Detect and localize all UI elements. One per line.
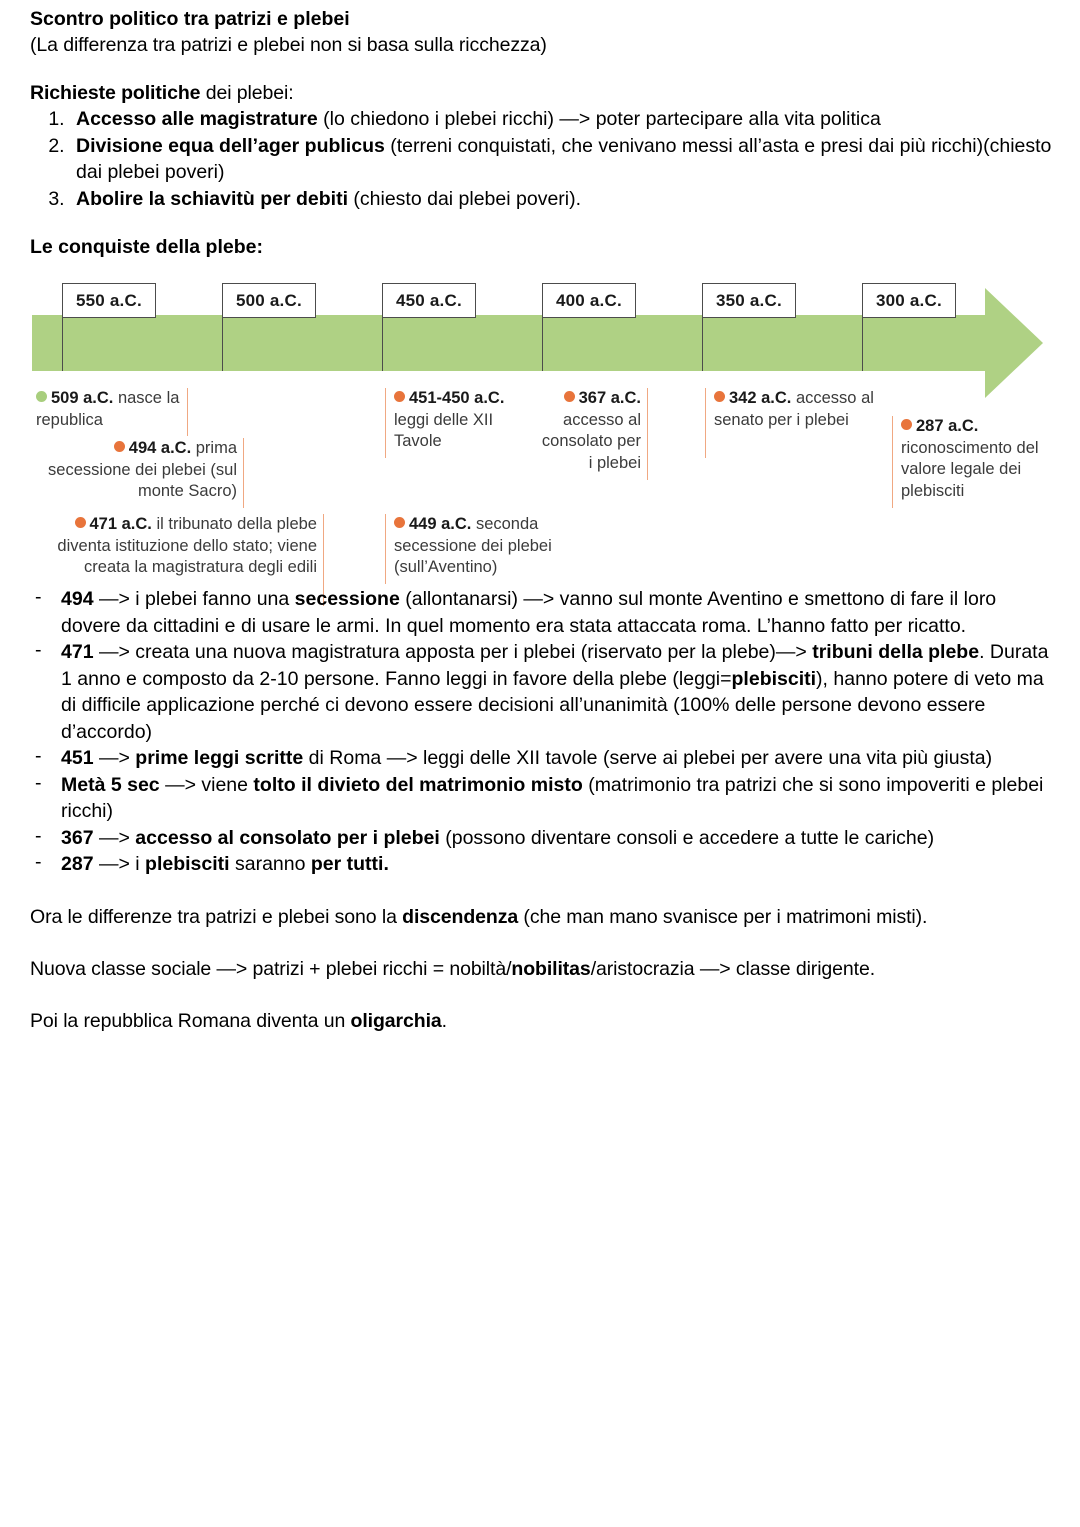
timeline-event-year: 471 a.C. [89, 515, 152, 533]
closing-paragraph [30, 956, 1052, 982]
orange-bullet-icon [114, 441, 125, 452]
page-subtitle: (La differenza tra patrizi e plebei non si basa sulla ricchezza) [30, 34, 547, 56]
note-item-text-seg-2: di Roma —> leggi delle XII tavole (serve ai plebei per avere una vita più giusta) [303, 747, 993, 769]
orange-bullet-icon [75, 517, 86, 528]
timeline-event-year: 342 a.C. [729, 389, 792, 407]
note-item-text-seg-1: tolto il divieto del matrimonio misto [253, 773, 583, 796]
request-item-rest: (lo chiedono i plebei ricchi) —> poter partecipare alla vita politica [317, 108, 881, 130]
note-item-text-seg-1: tribuni della plebe [812, 641, 980, 663]
note-item [30, 825, 1052, 852]
note-item [30, 772, 1052, 825]
timeline-date-label: 300 a.C. [862, 283, 956, 318]
note-item-text-seg-2: (allontanarsi) —> vanno sul monte Aventino e smettono di fare il loro dovere da cittadini e di usare le armi. In quel momento era stata attaccata roma. L’hanno fatto per ricatto. [61, 588, 997, 637]
timeline-event [385, 514, 585, 584]
closing-paragraph-0-seg-0: Ora le differenze tra patrizi e plebei sono la [30, 905, 403, 928]
orange-bullet-icon [394, 391, 405, 402]
note-item-text-seg-1: prime leggi scritte [135, 747, 304, 769]
request-item-rest: (terreni conquistati, che venivano messi all’asta e presi dai più ricchi)(chiesto dai plebei poveri) [76, 134, 1052, 183]
timeline [30, 266, 1052, 586]
request-item-bold: Accesso alle magistrature [76, 108, 318, 130]
note-item [30, 745, 1052, 772]
closing-paragraph-1-seg-2: /aristocrazia —> classe dirigente. [590, 957, 876, 980]
green-bullet-icon [36, 391, 47, 402]
note-item-year: 471 [61, 641, 94, 663]
closing-paragraph-2-seg-1: oligarchia [350, 1009, 442, 1032]
timeline-arrowhead-icon [985, 288, 1043, 398]
request-item [70, 106, 1052, 133]
timeline-event-desc: nasce la republica [36, 389, 180, 429]
timeline-bar [32, 315, 987, 371]
timeline-event-year: 449 a.C. [409, 515, 472, 533]
note-item-year: 494 [61, 588, 94, 610]
note-item-text-seg-4: ), hanno potere di veto ma di difficile applicazione perché ci devono essere decisioni all’unanimità (100% delle persone devono essere d’accordo) [61, 667, 1044, 743]
spacer [30, 212, 1052, 234]
document-body [30, 6, 1052, 1034]
dash-bullet-icon: - [35, 745, 42, 767]
request-item [70, 186, 1052, 213]
requests-list [30, 106, 1052, 212]
timeline-event [36, 388, 188, 436]
timeline-event-desc: accesso al senato per i plebei [714, 389, 874, 429]
notes-list [30, 586, 1052, 878]
timeline-event-desc: accesso al consolato per i plebei [541, 410, 641, 472]
note-item [30, 639, 1052, 745]
note-item-text-seg-2: saranno [229, 853, 311, 875]
note-item-text-seg-1: accesso al consolato per i plebei [135, 826, 440, 849]
spacer [30, 878, 1052, 904]
closing-paragraphs [30, 904, 1052, 1034]
timeline-event-year: 451-450 a.C. [409, 389, 505, 407]
request-item-bold: Divisione equa dell’ager publicus [76, 134, 385, 157]
requests-intro [30, 80, 1052, 106]
request-item-bold: Abolire la schiavitù per debiti [76, 187, 348, 210]
timeline-event-desc: il tribunato della plebe diventa istituzione dello stato; viene creata la magistratura degli edili [57, 515, 317, 576]
orange-bullet-icon [564, 391, 575, 402]
timeline-event [385, 388, 535, 458]
spacer [30, 58, 1052, 80]
note-item [30, 586, 1052, 639]
timeline-date-label: 500 a.C. [222, 283, 316, 318]
orange-bullet-icon [714, 391, 725, 402]
note-item-text-seg-1: secessione [294, 588, 400, 610]
spacer [30, 930, 1052, 956]
note-item-text-seg-0: —> creata una nuova magistratura apposta per i plebei (riservato per la plebe)—> [93, 641, 813, 663]
timeline-event-desc: riconoscimento del valore legale dei plebisciti [901, 438, 1039, 500]
note-item-year: 451 [61, 747, 94, 769]
timeline-event [892, 416, 1062, 508]
note-item-text-seg-3: per tutti. [310, 853, 389, 875]
timeline-event-desc: prima secessione dei plebei (sul monte Sacro) [48, 439, 237, 500]
note-item-text-seg-3: plebisciti [731, 667, 817, 690]
note-item-text-seg-0: —> i plebei fanno una [93, 588, 295, 610]
timeline-date-label: 550 a.C. [62, 283, 156, 318]
dash-bullet-icon: - [35, 639, 42, 661]
dash-bullet-icon: - [35, 851, 42, 873]
closing-paragraph-1-seg-0: Nuova classe sociale —> patrizi + plebei ricchi = nobiltà/ [30, 957, 512, 980]
note-item [30, 851, 1052, 878]
closing-paragraph-1-seg-1: nobilitas [511, 957, 591, 980]
timeline-heading: Le conquiste della plebe: [30, 236, 263, 258]
request-item [70, 133, 1052, 186]
note-item-year: Metà 5 sec [61, 773, 160, 796]
closing-paragraph-0-seg-1: discendenza [402, 905, 519, 928]
timeline-event-year: 494 a.C. [128, 439, 192, 457]
note-item-year: 367 [61, 826, 94, 849]
closing-paragraph [30, 904, 1052, 930]
orange-bullet-icon [394, 517, 405, 528]
note-item-text-seg-2: . Durata 1 anno e composto da 2-10 persone. Fanno leggi in favore della plebe (leggi= [61, 641, 1049, 690]
timeline-date-label: 400 a.C. [542, 283, 636, 318]
orange-bullet-icon [901, 419, 912, 430]
closing-paragraph-2-seg-0: Poi la repubblica Romana diventa un [30, 1009, 351, 1032]
dash-bullet-icon: - [35, 771, 42, 794]
timeline-event [705, 388, 885, 458]
timeline-event-year: 509 a.C. [51, 389, 114, 407]
note-item-text-seg-0: —> [93, 826, 136, 849]
note-item-text-seg-0: —> [93, 747, 136, 769]
closing-paragraph [30, 1008, 1052, 1034]
note-item-text-seg-2: (matrimonio tra patrizi che si sono impoveriti e plebei ricchi) [61, 773, 1044, 822]
note-item-text-seg-2: (possono diventare consoli e accedere a tutte le cariche) [439, 826, 935, 849]
timeline-date-label: 350 a.C. [702, 283, 796, 318]
note-item-year: 287 [61, 853, 94, 875]
timeline-event [538, 388, 648, 480]
page-title: Scontro politico tra patrizi e plebei [30, 8, 350, 30]
requests-intro-rest: dei plebei: [200, 82, 294, 104]
timeline-event [36, 438, 244, 508]
timeline-date-label: 450 a.C. [382, 283, 476, 318]
timeline-event-desc: seconda secessione dei plebei (sull’Aventino) [394, 515, 552, 576]
note-item-text-seg-0: —> i [93, 853, 146, 875]
closing-paragraph-0-seg-2: (che man mano svanisce per i matrimoni misti). [518, 905, 928, 928]
timeline-event-desc: leggi delle XII Tavole [394, 410, 494, 450]
dash-bullet-icon: - [35, 586, 42, 608]
closing-paragraph-2-seg-2: . [441, 1009, 447, 1032]
timeline-event-year: 287 a.C. [916, 417, 979, 435]
requests-intro-bold: Richieste politiche [30, 82, 201, 104]
note-item-text-seg-1: plebisciti [145, 853, 230, 875]
timeline-event-year: 367 a.C. [578, 389, 641, 407]
spacer [30, 982, 1052, 1008]
dash-bullet-icon: - [35, 824, 42, 847]
request-item-rest: (chiesto dai plebei poveri). [347, 187, 582, 210]
note-item-text-seg-0: —> viene [159, 773, 254, 796]
